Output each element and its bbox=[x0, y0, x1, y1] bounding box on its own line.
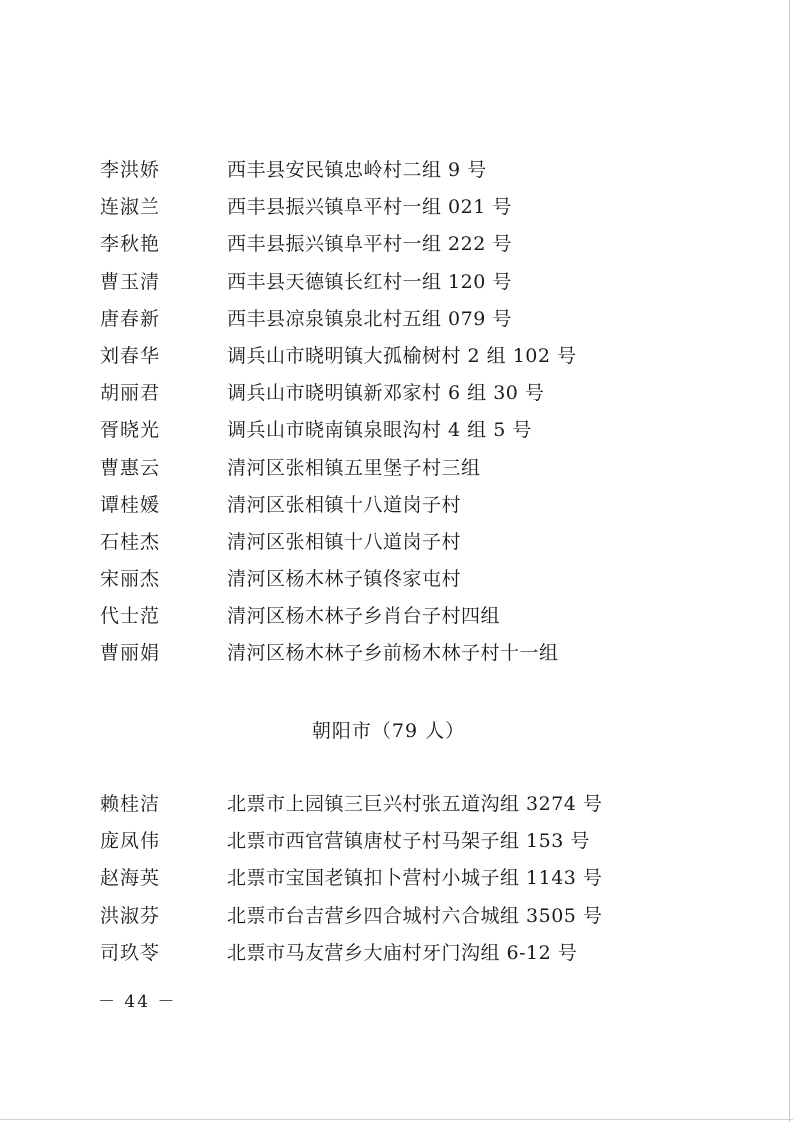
list-item bbox=[100, 487, 700, 524]
person-name: 唐春新 bbox=[100, 307, 161, 330]
person-address: 北票市西官营镇唐杖子村马架子组 153 号 bbox=[227, 830, 590, 853]
person-address: 西丰县安民镇忠岭村二组 9 号 bbox=[227, 159, 487, 181]
page-number: － 44 － bbox=[98, 992, 177, 1012]
person-address: 北票市台吉营乡四合城村六合城组 3505 号 bbox=[227, 904, 603, 927]
person-name: 司玖苓 bbox=[100, 941, 161, 964]
section-heading bbox=[0, 716, 793, 743]
list-item bbox=[100, 598, 700, 635]
person-address: 调兵山市晓明镇大孤榆树村 2 组 102 号 bbox=[227, 344, 577, 367]
person-name: 庞凤伟 bbox=[100, 830, 161, 853]
person-name: 李秋艳 bbox=[100, 233, 161, 256]
person-name: 曹丽娟 bbox=[100, 642, 161, 665]
person-name: 宋丽杰 bbox=[100, 568, 161, 591]
list-item bbox=[100, 375, 700, 412]
person-address: 清河区张相镇十八道岗子村 bbox=[227, 530, 462, 553]
list-item bbox=[100, 338, 700, 375]
person-name: 胥晓光 bbox=[100, 419, 161, 442]
person-address: 清河区杨木林子乡前杨木林子村十一组 bbox=[227, 642, 559, 665]
recipient-list-top bbox=[100, 152, 700, 673]
person-name: 石桂杰 bbox=[100, 530, 161, 553]
list-item bbox=[100, 524, 700, 561]
section-title-text: 朝阳市（79 人） bbox=[311, 720, 466, 742]
page-edge-right bbox=[789, 0, 790, 1122]
list-item bbox=[100, 301, 700, 338]
person-address: 清河区张相镇十八道岗子村 bbox=[227, 493, 462, 516]
list-item bbox=[100, 935, 700, 972]
list-item bbox=[100, 786, 700, 823]
list-item bbox=[100, 635, 700, 672]
person-address: 清河区杨木林子镇佟家屯村 bbox=[227, 568, 462, 591]
person-address: 清河区杨木林子乡肖台子村四组 bbox=[227, 605, 501, 628]
person-name: 刘春华 bbox=[100, 344, 161, 367]
list-item bbox=[100, 823, 700, 860]
list-item bbox=[100, 264, 700, 301]
page-edge-bottom bbox=[0, 1119, 793, 1120]
recipient-list-bottom bbox=[100, 786, 700, 972]
person-address: 北票市宝国老镇扣卜营村小城子组 1143 号 bbox=[227, 867, 603, 890]
list-item bbox=[100, 561, 700, 598]
person-address: 西丰县振兴镇阜平村一组 021 号 bbox=[227, 196, 512, 219]
person-name: 谭桂媛 bbox=[100, 493, 161, 516]
person-address: 西丰县凉泉镇泉北村五组 079 号 bbox=[227, 307, 512, 330]
person-address: 西丰县天德镇长红村一组 120 号 bbox=[227, 270, 512, 293]
person-address: 西丰县振兴镇阜平村一组 222 号 bbox=[227, 233, 512, 256]
person-name: 曹惠云 bbox=[100, 456, 161, 479]
person-name: 胡丽君 bbox=[100, 382, 161, 405]
person-name: 曹玉清 bbox=[100, 270, 161, 293]
list-item bbox=[100, 152, 700, 189]
list-item bbox=[100, 226, 700, 263]
person-name: 洪淑芬 bbox=[100, 904, 161, 927]
person-name: 赵海英 bbox=[100, 867, 161, 890]
person-name: 赖桂洁 bbox=[100, 793, 161, 815]
list-item bbox=[100, 898, 700, 935]
list-item bbox=[100, 412, 700, 449]
list-item bbox=[100, 189, 700, 226]
person-address: 清河区张相镇五里堡子村三组 bbox=[227, 456, 481, 479]
list-item bbox=[100, 860, 700, 897]
person-name: 李洪娇 bbox=[100, 159, 161, 181]
person-name: 代士范 bbox=[100, 605, 161, 628]
person-name: 连淑兰 bbox=[100, 196, 161, 219]
person-address: 北票市上园镇三巨兴村张五道沟组 3274 号 bbox=[227, 793, 603, 815]
person-address: 调兵山市晓明镇新邓家村 6 组 30 号 bbox=[227, 382, 545, 405]
list-item bbox=[100, 450, 700, 487]
person-address: 北票市马友营乡大庙村牙门沟组 6-12 号 bbox=[227, 941, 578, 964]
person-address: 调兵山市晓南镇泉眼沟村 4 组 5 号 bbox=[227, 419, 532, 442]
